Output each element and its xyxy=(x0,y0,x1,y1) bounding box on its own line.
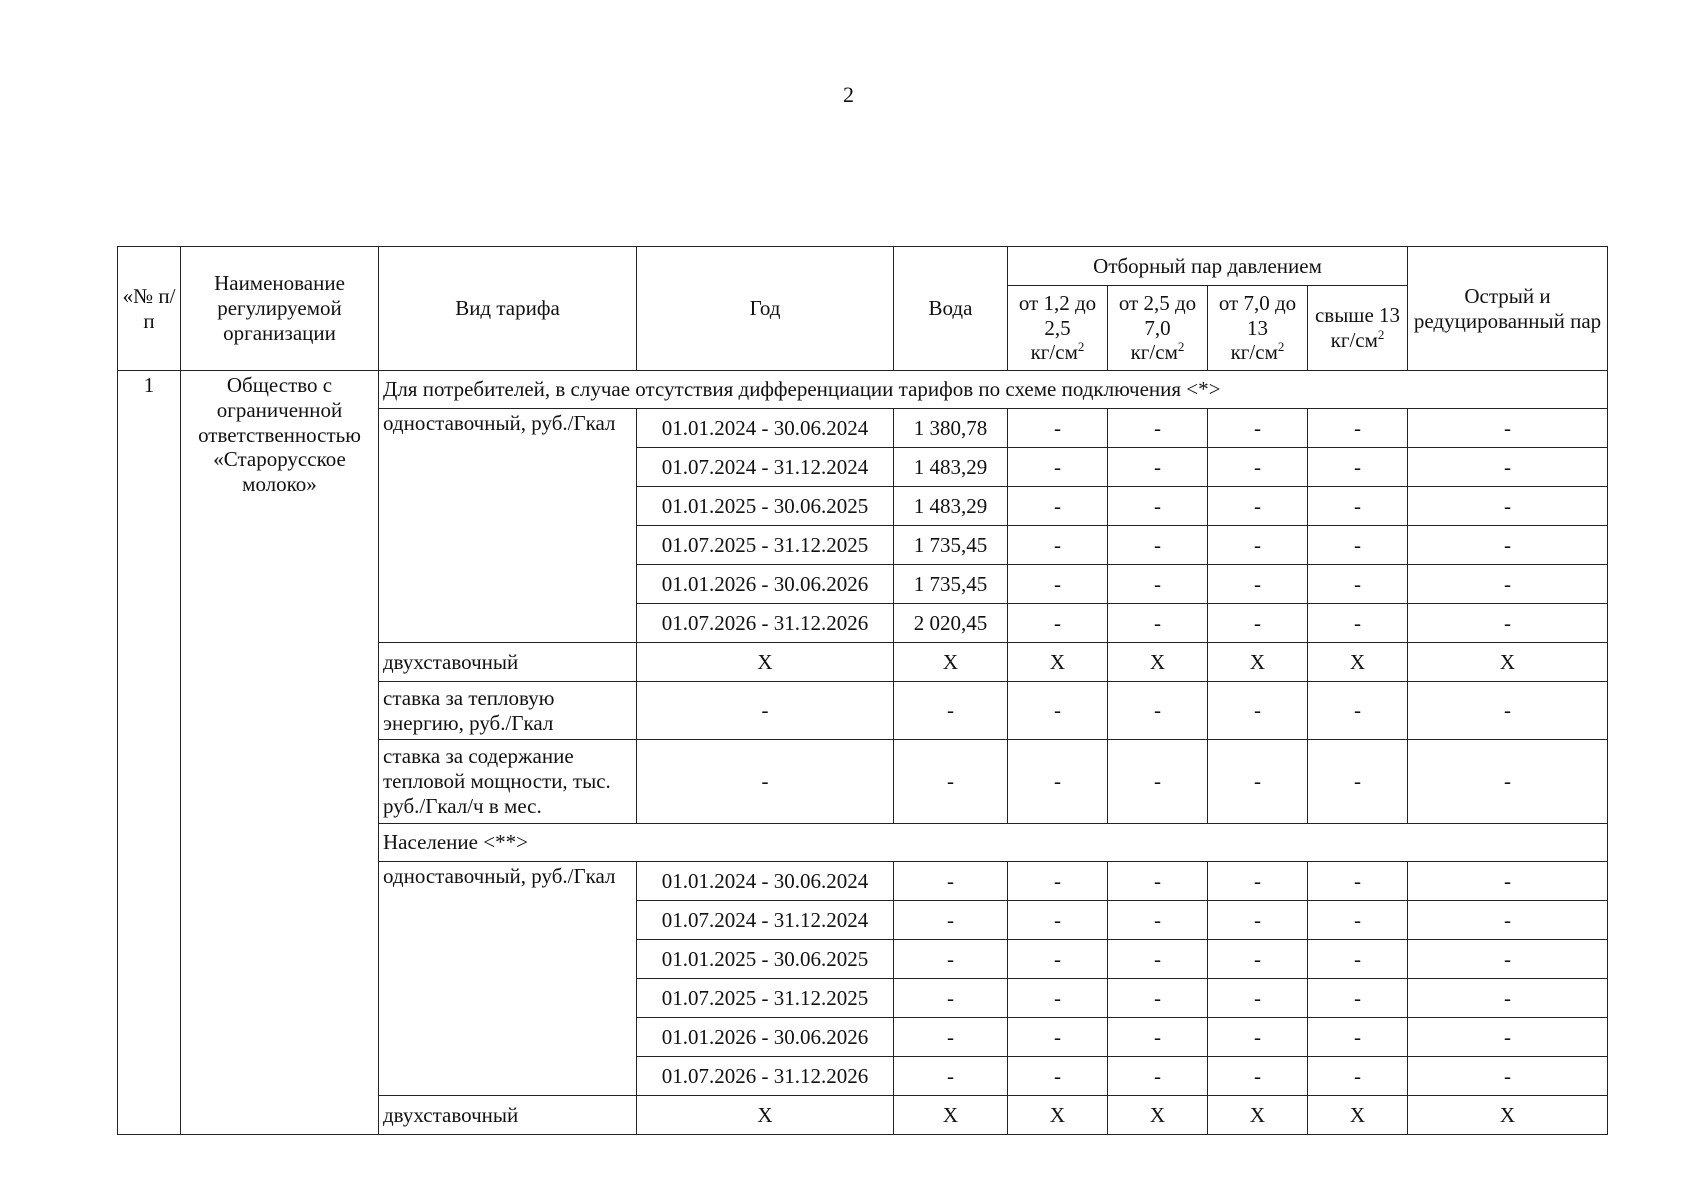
pressure-range: свыше 13 xyxy=(1314,303,1401,328)
pressure-3-cell: - xyxy=(1208,565,1308,604)
year-cell: - xyxy=(637,682,894,740)
water-cell: 1 483,29 xyxy=(894,448,1008,487)
pressure-3-cell: X xyxy=(1208,1096,1308,1135)
header-water: Вода xyxy=(894,247,1008,371)
sharp-steam-cell: - xyxy=(1408,487,1608,526)
sharp-steam-cell: - xyxy=(1408,682,1608,740)
pressure-2-cell: - xyxy=(1108,979,1208,1018)
pressure-3-cell: - xyxy=(1208,526,1308,565)
sharp-steam-cell: - xyxy=(1408,979,1608,1018)
sharp-steam-cell: - xyxy=(1408,901,1608,940)
sharp-steam-cell: X xyxy=(1408,643,1608,682)
pressure-4-cell: X xyxy=(1308,643,1408,682)
header-num: «№ п/п xyxy=(118,247,181,371)
pressure-2-cell: - xyxy=(1108,1018,1208,1057)
tariff-type-cell: ставка за тепловую энергию, руб./Гкал xyxy=(379,682,637,740)
water-cell: X xyxy=(894,643,1008,682)
pressure-4-cell: - xyxy=(1308,862,1408,901)
pressure-2-cell: - xyxy=(1108,604,1208,643)
pressure-4-cell: - xyxy=(1308,604,1408,643)
pressure-2-cell: - xyxy=(1108,409,1208,448)
pressure-3-cell: - xyxy=(1208,901,1308,940)
water-cell: 1 380,78 xyxy=(894,409,1008,448)
year-cell: X xyxy=(637,643,894,682)
pressure-2-cell: - xyxy=(1108,1057,1208,1096)
water-cell: - xyxy=(894,682,1008,740)
pressure-2-cell: - xyxy=(1108,487,1208,526)
header-steam-group: Отборный пар давлением xyxy=(1008,247,1408,286)
pressure-3-cell: X xyxy=(1208,643,1308,682)
pressure-1-cell: - xyxy=(1008,526,1108,565)
pressure-2-cell: X xyxy=(1108,643,1208,682)
pressure-4-cell: - xyxy=(1308,448,1408,487)
sharp-steam-cell: - xyxy=(1408,409,1608,448)
section-row xyxy=(118,371,1608,409)
pressure-4-cell: - xyxy=(1308,1057,1408,1096)
pressure-4-cell: - xyxy=(1308,979,1408,1018)
year-cell: 01.01.2025 - 30.06.2025 xyxy=(637,940,894,979)
water-cell: - xyxy=(894,940,1008,979)
tariff-type-cell: двухставочный xyxy=(379,1096,637,1135)
pressure-3-cell: - xyxy=(1208,740,1308,824)
water-cell: 1 735,45 xyxy=(894,526,1008,565)
pressure-1-cell: - xyxy=(1008,1057,1108,1096)
header-year: Год xyxy=(637,247,894,371)
pressure-1-cell: - xyxy=(1008,901,1108,940)
header-row-1 xyxy=(118,247,1608,286)
pressure-4-cell: - xyxy=(1308,740,1408,824)
pressure-2-cell: - xyxy=(1108,940,1208,979)
pressure-1-cell: - xyxy=(1008,682,1108,740)
tariff-type-cell: одноставочный, руб./Гкал xyxy=(379,862,637,1096)
sharp-steam-cell: - xyxy=(1408,526,1608,565)
sharp-steam-cell: - xyxy=(1408,740,1608,824)
pressure-1-cell: - xyxy=(1008,565,1108,604)
water-cell: - xyxy=(894,862,1008,901)
pressure-unit: кг/см xyxy=(1030,340,1078,365)
org-name: Общество с ограниченной ответственностью «Старорусское молоко» xyxy=(181,371,379,1135)
pressure-2-cell: - xyxy=(1108,862,1208,901)
year-cell: 01.07.2024 - 31.12.2024 xyxy=(637,448,894,487)
water-cell: - xyxy=(894,901,1008,940)
pressure-3-cell: - xyxy=(1208,604,1308,643)
pressure-1-cell: - xyxy=(1008,940,1108,979)
pressure-4-cell: - xyxy=(1308,565,1408,604)
year-cell: 01.01.2024 - 30.06.2024 xyxy=(637,862,894,901)
sharp-steam-cell: - xyxy=(1408,565,1608,604)
header-tariff-type: Вид тарифа xyxy=(379,247,637,371)
pressure-3-cell: - xyxy=(1208,940,1308,979)
header-sharp-steam: Острый и редуцированный пар xyxy=(1408,247,1608,371)
water-cell: X xyxy=(894,1096,1008,1135)
pressure-2-cell: - xyxy=(1108,901,1208,940)
pressure-3-cell: - xyxy=(1208,862,1308,901)
pressure-4-cell: - xyxy=(1308,940,1408,979)
pressure-3-cell: - xyxy=(1208,409,1308,448)
header-pressure-1 xyxy=(1008,286,1108,371)
pressure-1-cell: X xyxy=(1008,1096,1108,1135)
pressure-3-cell: - xyxy=(1208,1057,1308,1096)
pressure-1-cell: - xyxy=(1008,1018,1108,1057)
pressure-1-cell: - xyxy=(1008,740,1108,824)
pressure-range: от 1,2 до 2,5 xyxy=(1018,290,1097,340)
water-cell: - xyxy=(894,979,1008,1018)
water-cell: 1 735,45 xyxy=(894,565,1008,604)
pressure-4-cell: - xyxy=(1308,487,1408,526)
sharp-steam-cell: - xyxy=(1408,1018,1608,1057)
pressure-3-cell: - xyxy=(1208,682,1308,740)
tariff-type-cell: двухставочный xyxy=(379,643,637,682)
year-cell: 01.01.2026 - 30.06.2026 xyxy=(637,1018,894,1057)
sharp-steam-cell: - xyxy=(1408,1057,1608,1096)
pressure-unit: кг/см xyxy=(1330,328,1378,352)
org-number: 1 xyxy=(118,371,181,1135)
pressure-2-cell: - xyxy=(1108,526,1208,565)
pressure-unit: кг/см xyxy=(1230,340,1278,365)
pressure-4-cell: - xyxy=(1308,901,1408,940)
section-title: Население <**> xyxy=(379,824,1608,862)
pressure-2-cell: - xyxy=(1108,565,1208,604)
pressure-range: от 2,5 до 7,0 xyxy=(1118,290,1197,340)
pressure-3-cell: - xyxy=(1208,487,1308,526)
section-title: Для потребителей, в случае отсутствия дифференциации тарифов по схеме подключения <*> xyxy=(379,371,1608,409)
year-cell: 01.07.2024 - 31.12.2024 xyxy=(637,901,894,940)
header-org: Наименование регулируемой организации xyxy=(181,247,379,371)
pressure-range: от 7,0 до 13 xyxy=(1218,290,1297,340)
pressure-1-cell: - xyxy=(1008,409,1108,448)
water-cell: - xyxy=(894,740,1008,824)
pressure-4-cell: - xyxy=(1308,682,1408,740)
sharp-steam-cell: - xyxy=(1408,604,1608,643)
year-cell: 01.07.2026 - 31.12.2026 xyxy=(637,604,894,643)
unit-superscript: 2 xyxy=(1277,339,1285,355)
header-pressure-4 xyxy=(1308,286,1408,371)
pressure-2-cell: - xyxy=(1108,740,1208,824)
pressure-1-cell: - xyxy=(1008,862,1108,901)
water-cell: - xyxy=(894,1057,1008,1096)
pressure-2-cell: - xyxy=(1108,682,1208,740)
pressure-1-cell: - xyxy=(1008,604,1108,643)
unit-superscript: 2 xyxy=(1077,339,1085,355)
sharp-steam-cell: - xyxy=(1408,940,1608,979)
pressure-2-cell: X xyxy=(1108,1096,1208,1135)
pressure-4-cell: X xyxy=(1308,1096,1408,1135)
unit-superscript: 2 xyxy=(1177,339,1185,355)
tariff-type-cell: ставка за содержание тепловой мощности, тыс. руб./Гкал/ч в мес. xyxy=(379,740,637,824)
header-pressure-3 xyxy=(1208,286,1308,371)
year-cell: 01.07.2025 - 31.12.2025 xyxy=(637,526,894,565)
pressure-4-cell: - xyxy=(1308,409,1408,448)
year-cell: 01.01.2026 - 30.06.2026 xyxy=(637,565,894,604)
pressure-unit: кг/см xyxy=(1130,340,1178,365)
unit-superscript: 2 xyxy=(1377,327,1385,342)
sharp-steam-cell: - xyxy=(1408,448,1608,487)
year-cell: 01.01.2024 - 30.06.2024 xyxy=(637,409,894,448)
water-cell: - xyxy=(894,1018,1008,1057)
pressure-2-cell: - xyxy=(1108,448,1208,487)
water-cell: 2 020,45 xyxy=(894,604,1008,643)
page-number: 2 xyxy=(843,82,854,107)
pressure-4-cell: - xyxy=(1308,1018,1408,1057)
pressure-3-cell: - xyxy=(1208,448,1308,487)
year-cell: - xyxy=(637,740,894,824)
year-cell: 01.01.2025 - 30.06.2025 xyxy=(637,487,894,526)
pressure-1-cell: - xyxy=(1008,487,1108,526)
water-cell: 1 483,29 xyxy=(894,487,1008,526)
pressure-1-cell: - xyxy=(1008,979,1108,1018)
tariff-type-cell: одноставочный, руб./Гкал xyxy=(379,409,637,643)
tariff-table xyxy=(117,246,1608,1135)
pressure-3-cell: - xyxy=(1208,979,1308,1018)
year-cell: 01.07.2026 - 31.12.2026 xyxy=(637,1057,894,1096)
year-cell: 01.07.2025 - 31.12.2025 xyxy=(637,979,894,1018)
pressure-1-cell: X xyxy=(1008,643,1108,682)
sharp-steam-cell: - xyxy=(1408,862,1608,901)
header-pressure-2 xyxy=(1108,286,1208,371)
pressure-1-cell: - xyxy=(1008,448,1108,487)
pressure-3-cell: - xyxy=(1208,1018,1308,1057)
year-cell: X xyxy=(637,1096,894,1135)
pressure-4-cell: - xyxy=(1308,526,1408,565)
sharp-steam-cell: X xyxy=(1408,1096,1608,1135)
